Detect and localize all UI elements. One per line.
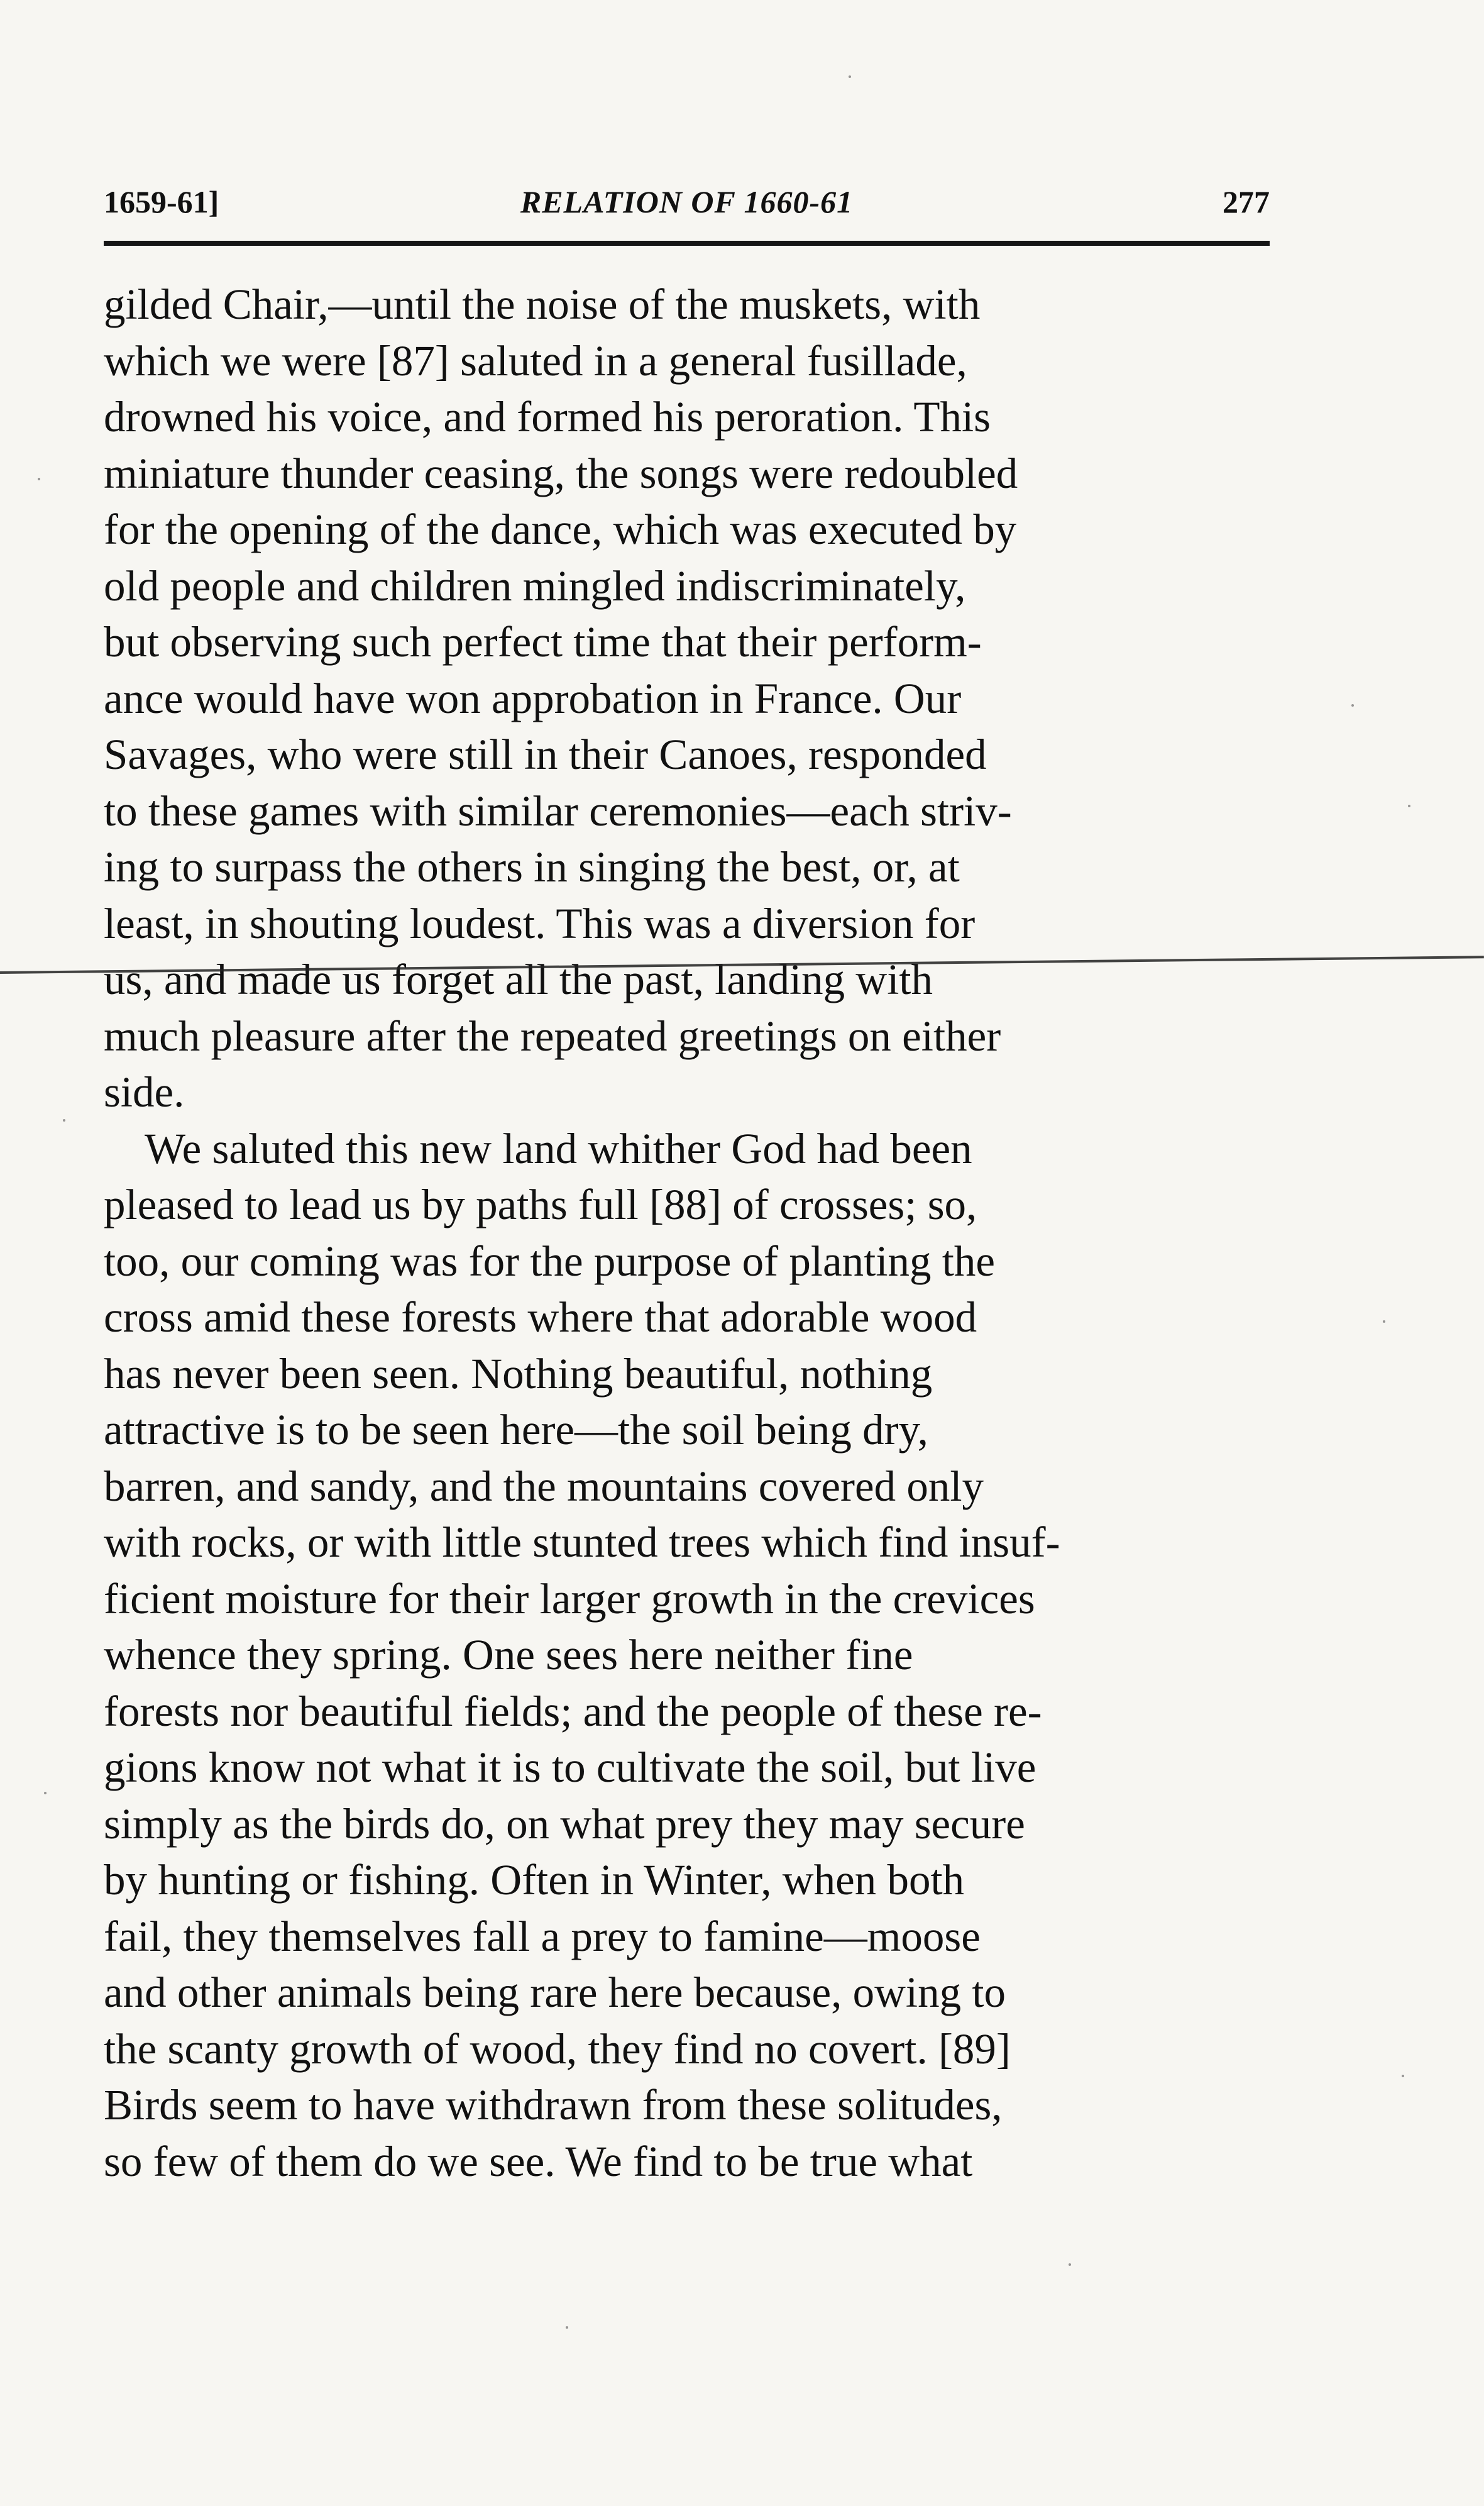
- text-line: Birds seem to have withdrawn from these solitudes,: [104, 2081, 1003, 2129]
- text-line: barren, and sandy, and the mountains covered only: [104, 1462, 984, 1510]
- header-title: RELATION OF 1660-61: [520, 184, 854, 219]
- text-line: side.: [104, 1068, 185, 1116]
- text-line: gions know not what it is to cultivate the soil, but live: [104, 1743, 1036, 1791]
- text-line: for the opening of the dance, which was executed by: [104, 505, 1017, 553]
- scan-speck: [1402, 2075, 1404, 2077]
- header-page-range: 1659-61]: [104, 184, 219, 219]
- scan-speck: [63, 1119, 65, 1122]
- text-line: the scanty growth of wood, they find no covert. [89]: [104, 2024, 1011, 2073]
- text-line: least, in shouting loudest. This was a diversion for: [104, 899, 976, 947]
- text-line: by hunting or fishing. Often in Winter, when both: [104, 1856, 965, 1904]
- scan-speck: [44, 1792, 47, 1794]
- text-line: simply as the birds do, on what prey they may secure: [104, 1799, 1025, 1848]
- text-line: cross amid these forests where that adorable wood: [104, 1293, 977, 1341]
- text-line: but observing such perfect time that their perform-: [104, 618, 982, 666]
- text-line: gilded Chair,—until the noise of the muskets, with: [104, 280, 981, 328]
- text-line: miniature thunder ceasing, the songs were redoubled: [104, 449, 1018, 497]
- text-line: ing to surpass the others in singing the best, or, at: [104, 843, 960, 891]
- text-line: pleased to lead us by paths full [88] of crosses; so,: [104, 1181, 977, 1228]
- scan-speck: [1069, 2263, 1071, 2266]
- text-line: forests nor beautiful fields; and the people of these re-: [104, 1687, 1042, 1735]
- scan-speck: [849, 75, 851, 78]
- scan-speck: [1351, 704, 1354, 707]
- running-header: [104, 184, 1270, 234]
- scan-speck: [38, 478, 40, 480]
- scan-speck: [1408, 805, 1410, 807]
- text-line: which we were [87] saluted in a general fusillade,: [104, 336, 967, 385]
- text-line: with rocks, or with little stunted trees which find insuf-: [104, 1518, 1060, 1566]
- text-line: to these games with similar ceremonies—each striv-: [104, 787, 1012, 835]
- body-text: [104, 277, 1270, 2190]
- header-page-number: 277: [1223, 184, 1270, 219]
- text-line: drowned his voice, and formed his peroration. This: [104, 393, 991, 441]
- text-line: ficient moisture for their larger growth in the crevices: [104, 1574, 1035, 1623]
- text-line: attractive is to be seen here—the soil being dry,: [104, 1406, 928, 1454]
- text-line: has never been seen. Nothing beautiful, nothing: [104, 1349, 933, 1398]
- text-line: fail, they themselves fall a prey to famine—moose: [104, 1912, 981, 1960]
- text-line: old people and children mingled indiscriminately,: [104, 561, 966, 610]
- text-line: us, and made us forget all the past, landing with: [104, 956, 933, 1003]
- text-line: and other animals being rare here because, owing to: [104, 1968, 1006, 2016]
- scan-speck: [566, 2326, 568, 2329]
- text-line: so few of them do we see. We find to be true what: [104, 2137, 973, 2185]
- text-line: ance would have won approbation in France. Our: [104, 674, 962, 722]
- paragraph-start-line: We saluted this new land whither God had been: [145, 1124, 972, 1173]
- text-line: whence they spring. One sees here neither fine: [104, 1631, 913, 1679]
- text-line: Savages, who were still in their Canoes, responded: [104, 731, 987, 778]
- scan-speck: [1383, 1320, 1385, 1323]
- text-line: too, our coming was for the purpose of planting the: [104, 1237, 996, 1285]
- text-line: much pleasure after the repeated greetings on either: [104, 1012, 1001, 1060]
- header-rule: [104, 241, 1270, 246]
